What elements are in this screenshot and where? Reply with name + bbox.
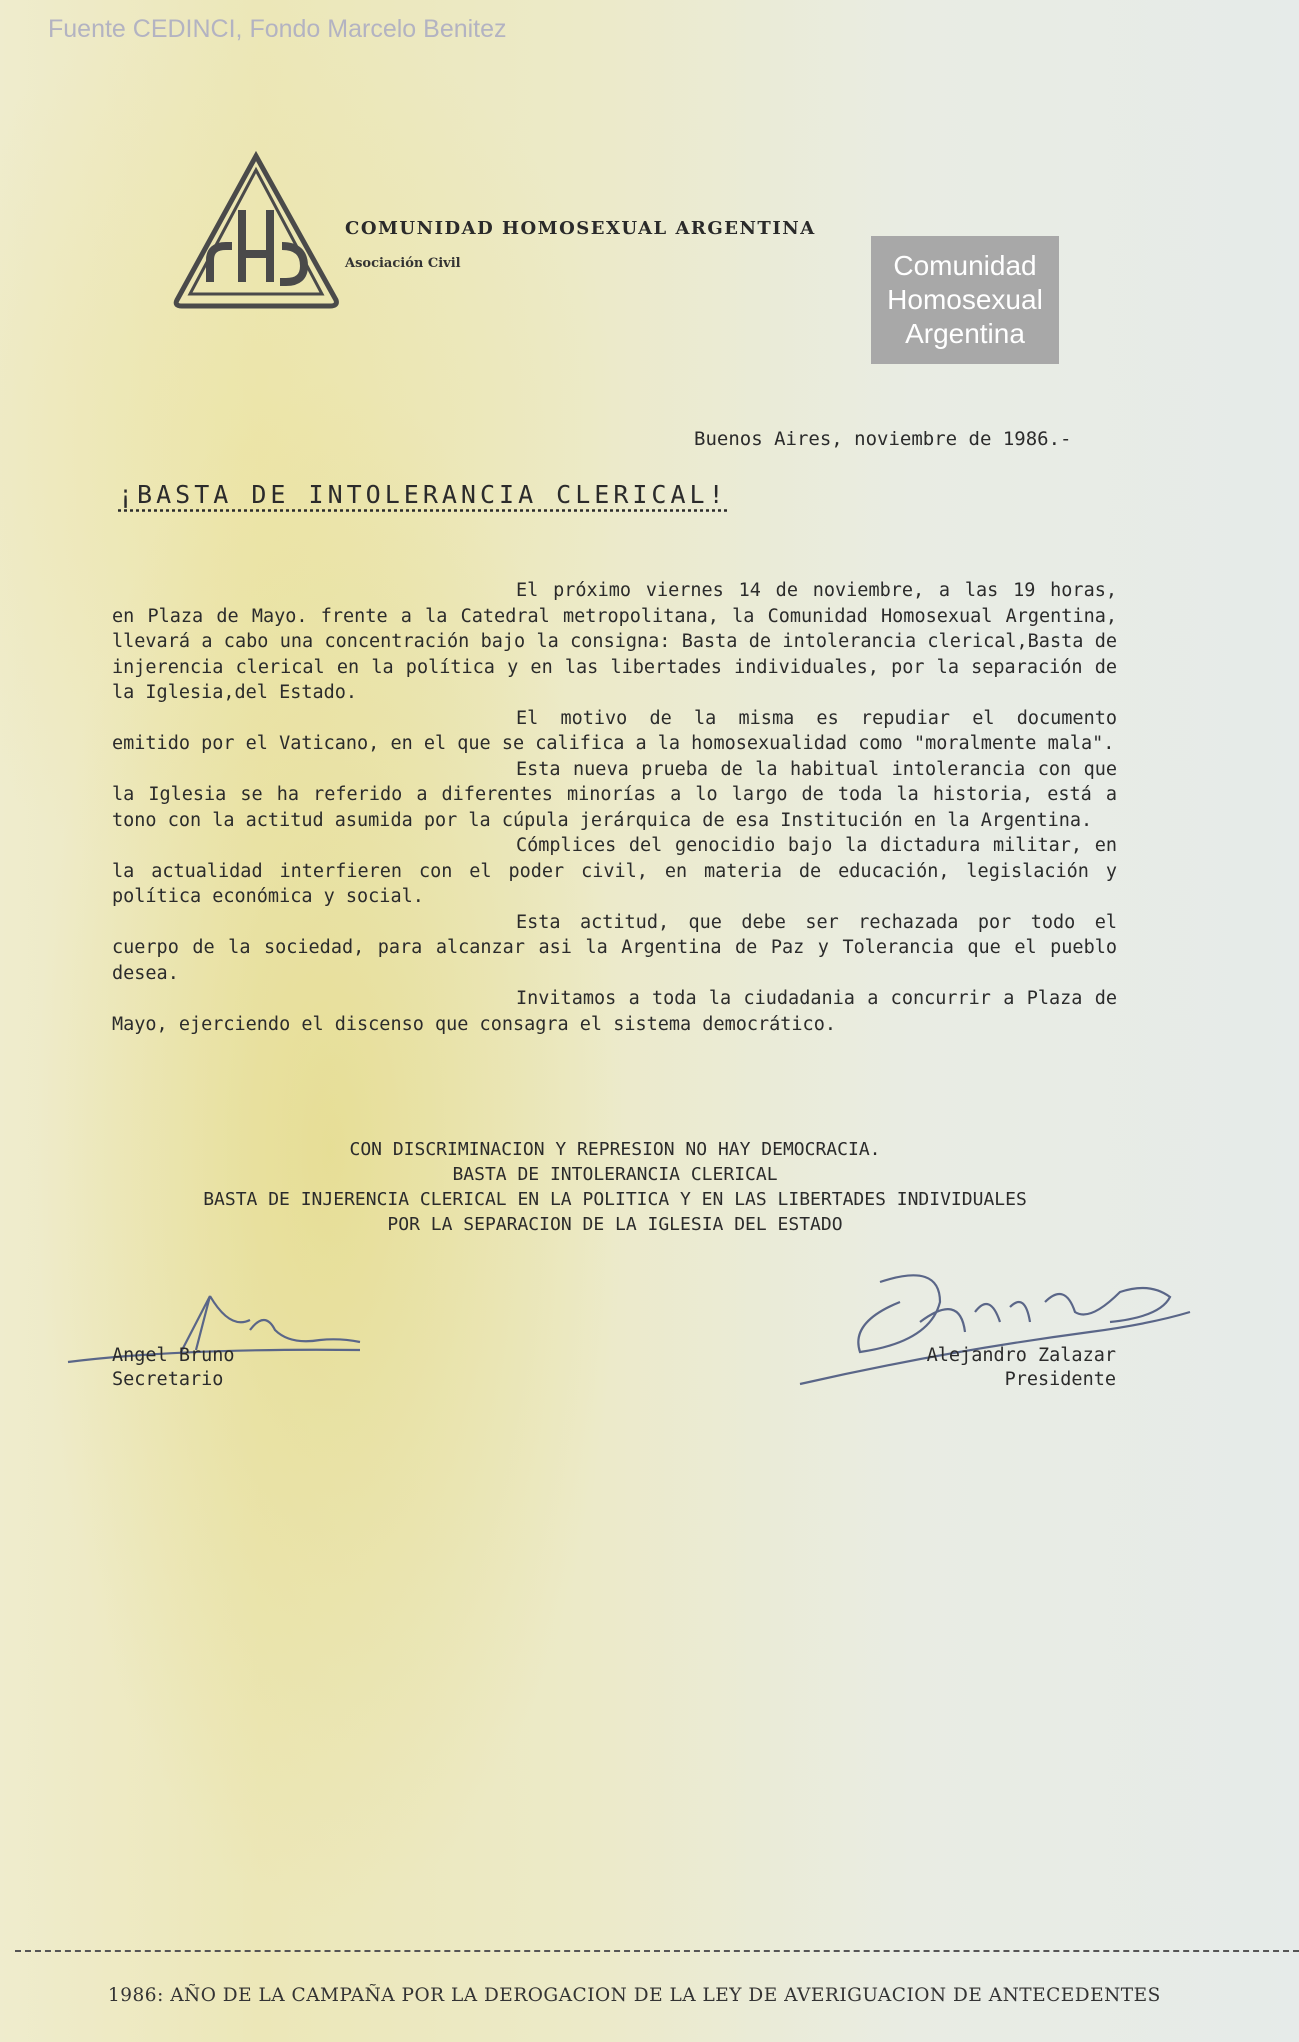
footer-divider [15,1950,1299,1952]
signatory-name: Alejandro Zalazar [926,1345,1116,1366]
stamp-line: Comunidad [893,250,1037,281]
slogan-line: BASTA DE INTOLERANCIA CLERICAL [452,1164,778,1185]
stamp-line: Homosexual [887,284,1043,315]
dateline: Buenos Aires, noviembre de 1986.- [694,428,1072,450]
org-subtitle: Asociación Civil [345,256,461,271]
letter-body [112,578,1117,1037]
stamp-line: Argentina [905,318,1025,349]
slogan-line: POR LA SEPARACION DE LA IGLESIA DEL ESTADO [387,1214,843,1235]
body-paragraph: El motivo de la misma es repudiar el documento emitido por el Vaticano, en el que se califica a la homosexualidad como "moralmente mala". [112,707,1117,754]
cha-triangle-logo-icon [170,150,342,310]
signatory-role: Secretario [112,1369,224,1390]
source-watermark: Fuente CEDINCI, Fondo Marcelo Benitez [48,15,507,43]
signatory-left [112,1344,235,1392]
org-name: COMUNIDAD HOMOSEXUAL ARGENTINA [345,218,816,239]
body-paragraph: El próximo viernes 14 de noviembre, a las 19 horas, en Plaza de Mayo. frente a la Catedral metropolitana, la Comunidad Homosexual Argentina, llevará a cabo una concentración bajo la consigna: Basta de intolerancia clerical,Basta de injerencia clerical en la política y en las libertades individuales, por la separación de la Iglesia,del Estado. [112,580,1117,703]
signatory-role: Presidente [1004,1369,1116,1390]
slogan-line: BASTA DE INJERENCIA CLERICAL EN LA POLITICA Y EN LAS LIBERTADES INDIVIDUALES [203,1189,1027,1210]
body-paragraph: Esta actitud, que debe ser rechazada por todo el cuerpo de la sociedad, para alcanzar asi la Argentina de Paz y Tolerancia que el pueblo desea. [112,911,1117,984]
archive-stamp [871,236,1059,364]
body-paragraph: Cómplices del genocidio bajo la dictadura militar, en la actualidad interfieren con el poder civil, en materia de educación, legislación y política económica y social. [112,835,1117,907]
footer-campaign: 1986: AÑO DE LA CAMPAÑA POR LA DEROGACION DE LA LEY DE AVERIGUACION DE ANTECEDENTES [108,1985,1161,2006]
document-title: ¡BASTA DE INTOLERANCIA CLERICAL! [118,480,728,509]
signatory-name: Angel Bruno [112,1345,235,1366]
signatory-right [880,1344,1116,1392]
slogan-line: CON DISCRIMINACION Y REPRESION NO HAY DEMOCRACIA. [349,1139,881,1160]
body-paragraph: Esta nueva prueba de la habitual intolerancia con que la Iglesia se ha referido a diferentes minorías a lo largo de toda la historia, está a tono con la actitud asumida por la cúpula jerárquica de esa Institución en la Argentina. [112,758,1117,831]
body-paragraph: Invitamos a toda la ciudadania a concurrir a Plaza de Mayo, ejerciendo el discenso que consagra el sistema democrático. [112,988,1117,1035]
slogans-block [100,1137,1130,1237]
